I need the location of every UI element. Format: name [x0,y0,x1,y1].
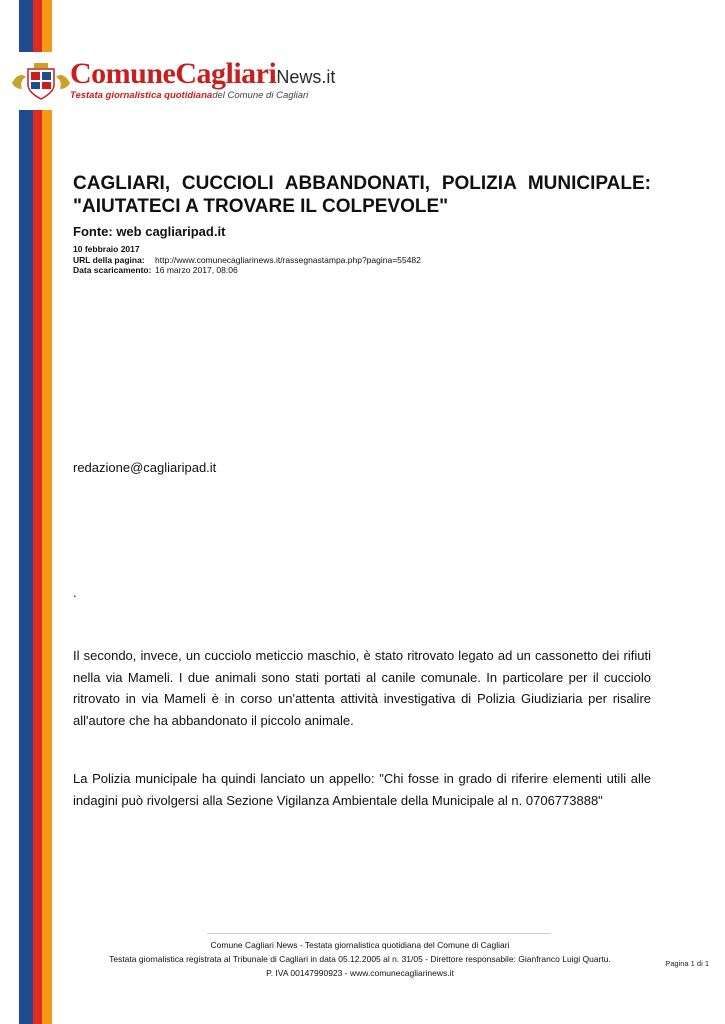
footer-line-2: Testata giornalistica registrata al Tribunale di Cagliari in data 05.12.2005 al n. 31/05 - Direttore responsabile: Gianfranco Luigi Quartu. [109,954,611,964]
footer-line-3: P. IVA 00147990923 - www.comunecagliarinews.it [266,968,454,978]
download-label: Data scaricamento: [73,265,152,275]
article-title: CAGLIARI, CUCCIOLI ABBANDONATI, POLIZIA MUNICIPALE: "AIUTATECI A TROVARE IL COLPEVOLE" [73,173,651,217]
article-source: Fonte: web cagliaripad.it [73,224,226,239]
brand-tagline [70,90,308,101]
separator-dot: . [73,585,77,600]
body-paragraph-1: Il secondo, invece, un cucciolo meticcio maschio, è stato ritrovato legato ad un cassonetto dei rifiuti nella via Mameli. I due animali sono stati portati al canile comunale. In particolare per il cucciolo ritrovato in via Mameli è in corso un'attenta attività investigativa di Polizia Giudiziaria per risalire all'autore che ha abbandonato il piccolo animale. [73,648,651,728]
brand-main-text: ComuneCagliari [70,57,277,90]
author-email[interactable]: redazione@cagliaripad.it [73,460,217,475]
meta-download-row [73,265,421,276]
download-value: 16 marzo 2017, 08:06 [155,265,238,275]
page-number: Pagina 1 di 1 [665,959,709,968]
tagline-bold: Testata giornalistica quotidiana [70,90,213,101]
page-footer [70,938,650,980]
site-logo [10,57,336,109]
stripe-red [33,0,42,1024]
coat-of-arms-icon [10,61,72,101]
url-label: URL della pagina: [73,254,145,265]
body-paragraph-2: La Polizia municipale ha quindi lanciato un appello: "Chi fosse in grado di riferire elementi utili alle indagini può rivolgersi alla Sezione Vigilanza Ambientale della Municipale al n. 0706773888" [73,771,651,808]
stripe-orange [42,0,52,1024]
meta-url-row [73,255,421,266]
meta-date-row [73,244,421,255]
article-date: 10 febbraio 2017 [73,244,140,254]
footer-divider [207,933,551,934]
side-stripes [19,0,52,1024]
stripe-blue [19,0,33,1024]
tagline-rest: del Comune di Cagliari [212,90,309,101]
url-value[interactable]: http://www.comunecagliarinews.it/rassegnastampa.php?pagina=55482 [155,254,421,265]
brand-name [70,57,335,91]
brand-suffix: News.it [276,67,336,87]
article-meta [73,244,421,276]
footer-line-1: Comune Cagliari News - Testata giornalistica quotidiana del Comune di Cagliari [210,940,510,950]
